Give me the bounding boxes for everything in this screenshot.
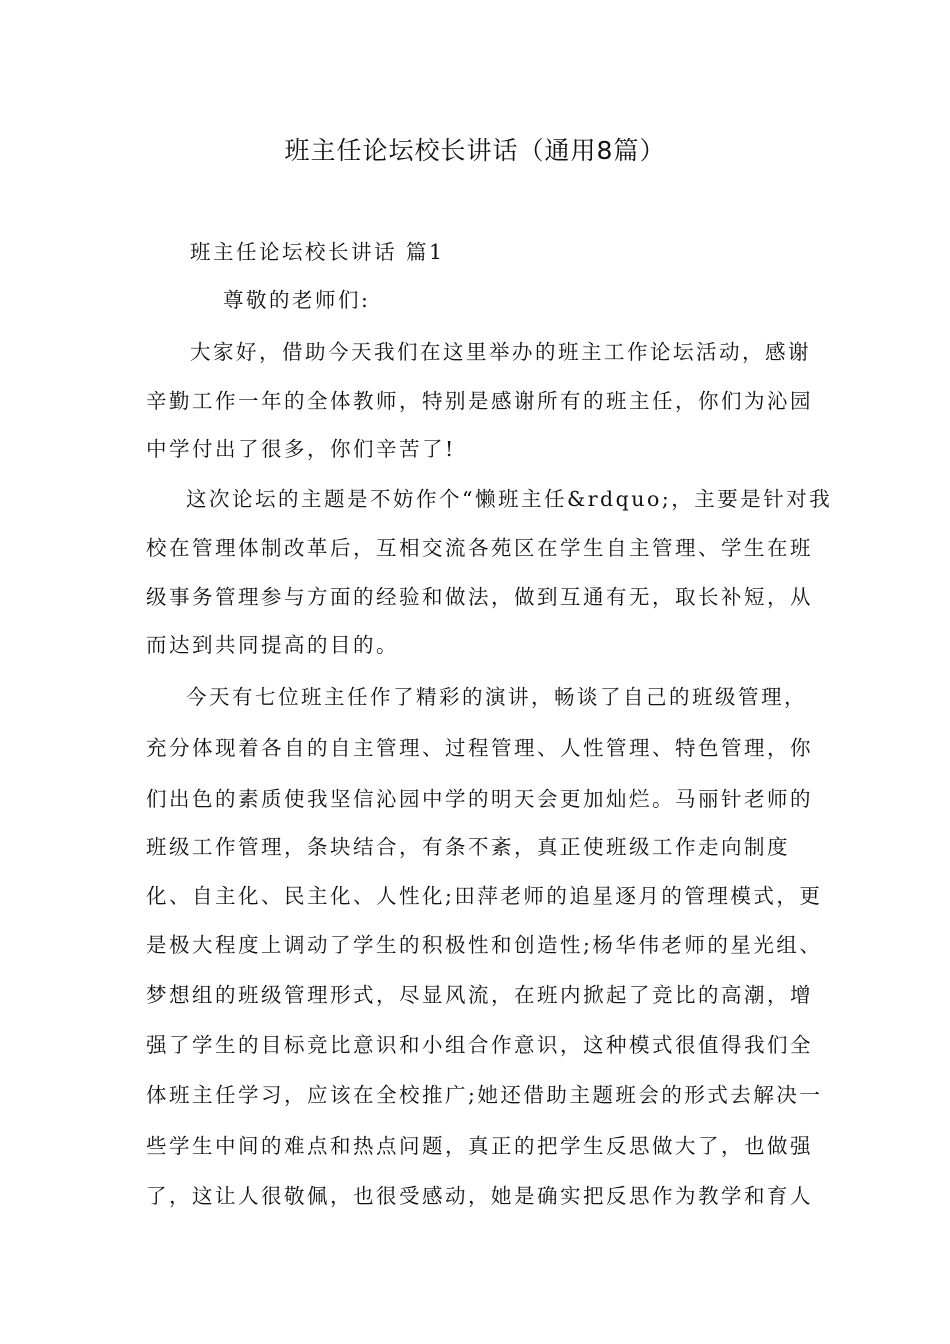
paragraph-line: 了，这让人很敬佩，也很受感动，她是确实把反思作为教学和育人 <box>146 1184 813 1208</box>
paragraph-line: 校在管理体制改革后，互相交流各苑区在学生自主管理、学生在班 <box>146 536 813 560</box>
paragraph-line: 是极大程度上调动了学生的积极性和创造性;杨华伟老师的星光组、 <box>146 933 823 957</box>
paragraph-line: 辛勤工作一年的全体教师，特别是感谢所有的班主任，你们为沁园 <box>146 389 813 413</box>
paragraph-line: 化、自主化、民主化、人性化;田萍老师的追星逐月的管理模式，更 <box>146 884 823 908</box>
salutation: 尊敬的老师们: <box>223 288 371 312</box>
paragraph-line: 梦想组的班级管理形式，尽显风流，在班内掀起了竞比的高潮，增 <box>146 983 813 1007</box>
paragraph-line: 级事务管理参与方面的经验和做法，做到互通有无，取长补短，从 <box>146 585 813 609</box>
paragraph-line: 们出色的素质使我坚信沁园中学的明天会更加灿烂。马丽针老师的 <box>146 787 813 811</box>
paragraph-line: 体班主任学习，应该在全校推广;她还借助主题班会的形式去解决一 <box>146 1083 823 1107</box>
paragraph-line: 中学付出了很多，你们辛苦了! <box>146 437 456 461</box>
paragraph-line: 些学生中间的难点和热点问题，真正的把学生反思做大了，也做强 <box>146 1134 813 1158</box>
document-title: 班主任论坛校长讲话（通用8篇） <box>284 136 666 165</box>
section-heading: 班主任论坛校长讲话 篇1 <box>190 240 445 264</box>
paragraph-line: 这次论坛的主题是不妨作个“懒班主任&rdquo;，主要是针对我 <box>186 487 833 511</box>
paragraph-line: 充分体现着各自的自主管理、过程管理、人性管理、特色管理，你 <box>146 736 813 760</box>
paragraph-line: 大家好，借助今天我们在这里举办的班主工作论坛活动，感谢 <box>190 340 811 364</box>
paragraph-line: 今天有七位班主任作了精彩的演讲，畅谈了自己的班级管理， <box>186 685 807 709</box>
paragraph-line: 班级工作管理，条块结合，有条不紊，真正使班级工作走向制度 <box>146 835 790 859</box>
paragraph-line: 强了学生的目标竞比意识和小组合作意识，这种模式很值得我们全 <box>146 1033 813 1057</box>
paragraph-line: 而达到共同提高的目的。 <box>146 633 399 657</box>
